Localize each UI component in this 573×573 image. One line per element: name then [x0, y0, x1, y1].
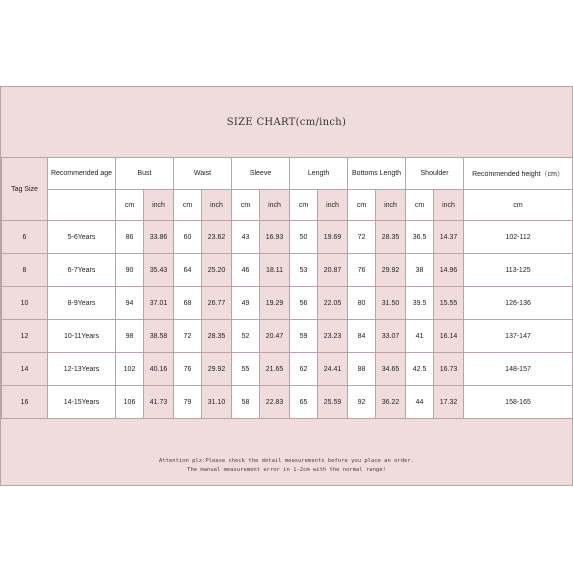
age-cell: 8-9Years: [48, 287, 116, 320]
waist-cm-cell: 68: [174, 287, 202, 320]
length-inch-cell: 20.87: [318, 254, 348, 287]
unit-cm: cm: [174, 190, 202, 221]
waist-cm-cell: 79: [174, 386, 202, 419]
header-recommended-height: Recommended height（cm）: [464, 158, 573, 190]
unit-cm: cm: [116, 190, 144, 221]
age-cell: 5-6Years: [48, 221, 116, 254]
waist-inch-cell: 31.10: [202, 386, 232, 419]
note-line-2: The manual measurement error in 1-2cm with the normal range!: [187, 467, 386, 473]
shoulder-cm-cell: 38: [406, 254, 434, 287]
bust-inch-cell: 40.16: [144, 353, 174, 386]
tag-size-cell: 6: [2, 221, 48, 254]
bust-cm-cell: 98: [116, 320, 144, 353]
waist-cm-cell: 76: [174, 353, 202, 386]
height-cell: 113-125: [464, 254, 573, 287]
table-row: [2, 254, 573, 287]
age-cell: 12-13Years: [48, 353, 116, 386]
unit-inch: inch: [144, 190, 174, 221]
sleeve-cm-cell: 43: [232, 221, 260, 254]
tag-size-cell: 10: [2, 287, 48, 320]
table-row: [2, 386, 573, 419]
length-inch-cell: 25.59: [318, 386, 348, 419]
waist-cm-cell: 60: [174, 221, 202, 254]
bottoms-inch-cell: 28.35: [376, 221, 406, 254]
height-cell: 148-157: [464, 353, 573, 386]
shoulder-cm-cell: 39.5: [406, 287, 434, 320]
bottoms-cm-cell: 72: [348, 221, 376, 254]
header-length: Length: [290, 158, 348, 190]
header-sleeve: Sleeve: [232, 158, 290, 190]
bottoms-inch-cell: 36.22: [376, 386, 406, 419]
header-waist: Waist: [174, 158, 232, 190]
shoulder-inch-cell: 14.37: [434, 221, 464, 254]
length-cm-cell: 53: [290, 254, 318, 287]
sleeve-inch-cell: 16.93: [260, 221, 290, 254]
length-inch-cell: 23.23: [318, 320, 348, 353]
length-cm-cell: 50: [290, 221, 318, 254]
bust-inch-cell: 33.86: [144, 221, 174, 254]
table-row: [2, 320, 573, 353]
bust-inch-cell: 41.73: [144, 386, 174, 419]
bust-cm-cell: 102: [116, 353, 144, 386]
bottoms-inch-cell: 31.50: [376, 287, 406, 320]
note-line-1: Attention plz:Please check the detail measurements before you place an order.: [159, 458, 414, 464]
length-inch-cell: 19.69: [318, 221, 348, 254]
header-row: [2, 158, 573, 190]
size-table: [1, 157, 573, 419]
bottoms-inch-cell: 34.65: [376, 353, 406, 386]
shoulder-inch-cell: 15.55: [434, 287, 464, 320]
waist-inch-cell: 25.20: [202, 254, 232, 287]
unit-row: [2, 190, 573, 221]
length-cm-cell: 56: [290, 287, 318, 320]
waist-inch-cell: 23.62: [202, 221, 232, 254]
unit-cm: cm: [406, 190, 434, 221]
shoulder-cm-cell: 44: [406, 386, 434, 419]
bust-cm-cell: 90: [116, 254, 144, 287]
age-cell: 6-7Years: [48, 254, 116, 287]
unit-inch: inch: [202, 190, 232, 221]
chart-title: SIZE CHART(cm/inch): [226, 116, 347, 128]
waist-inch-cell: 26.77: [202, 287, 232, 320]
bust-inch-cell: 35.43: [144, 254, 174, 287]
sleeve-cm-cell: 55: [232, 353, 260, 386]
length-cm-cell: 59: [290, 320, 318, 353]
height-cell: 158-165: [464, 386, 573, 419]
bust-cm-cell: 106: [116, 386, 144, 419]
unit-cm: cm: [348, 190, 376, 221]
header-tag-size: Tag Size: [2, 158, 48, 221]
sleeve-cm-cell: 49: [232, 287, 260, 320]
shoulder-cm-cell: 36.5: [406, 221, 434, 254]
waist-inch-cell: 28.35: [202, 320, 232, 353]
height-cell: 102-112: [464, 221, 573, 254]
length-inch-cell: 24.41: [318, 353, 348, 386]
unit-inch: inch: [376, 190, 406, 221]
tag-size-cell: 14: [2, 353, 48, 386]
shoulder-inch-cell: 16.14: [434, 320, 464, 353]
waist-cm-cell: 72: [174, 320, 202, 353]
bottoms-cm-cell: 92: [348, 386, 376, 419]
unit-cm: cm: [290, 190, 318, 221]
sleeve-cm-cell: 52: [232, 320, 260, 353]
sleeve-cm-cell: 58: [232, 386, 260, 419]
waist-inch-cell: 29.92: [202, 353, 232, 386]
waist-cm-cell: 64: [174, 254, 202, 287]
bust-inch-cell: 37.01: [144, 287, 174, 320]
sleeve-inch-cell: 18.11: [260, 254, 290, 287]
unit-inch: inch: [260, 190, 290, 221]
age-cell: 10-11Years: [48, 320, 116, 353]
unit-cm: cm: [232, 190, 260, 221]
header-bust: Bust: [116, 158, 174, 190]
table-row: [2, 353, 573, 386]
unit-height-cm: cm: [464, 190, 573, 221]
bottoms-inch-cell: 33.07: [376, 320, 406, 353]
shoulder-inch-cell: 17.32: [434, 386, 464, 419]
age-cell: 14-15Years: [48, 386, 116, 419]
bottoms-inch-cell: 29.92: [376, 254, 406, 287]
shoulder-cm-cell: 42.5: [406, 353, 434, 386]
shoulder-cm-cell: 41: [406, 320, 434, 353]
table-row: [2, 287, 573, 320]
length-inch-cell: 22.05: [318, 287, 348, 320]
unit-age-blank: [48, 190, 116, 221]
sleeve-cm-cell: 46: [232, 254, 260, 287]
shoulder-inch-cell: 16.73: [434, 353, 464, 386]
bottoms-cm-cell: 84: [348, 320, 376, 353]
unit-inch: inch: [318, 190, 348, 221]
height-cell: 126-136: [464, 287, 573, 320]
bottoms-cm-cell: 80: [348, 287, 376, 320]
sleeve-inch-cell: 21.65: [260, 353, 290, 386]
tag-size-cell: 16: [2, 386, 48, 419]
shoulder-inch-cell: 14.96: [434, 254, 464, 287]
tag-size-cell: 12: [2, 320, 48, 353]
bottoms-cm-cell: 88: [348, 353, 376, 386]
bottoms-cm-cell: 76: [348, 254, 376, 287]
length-cm-cell: 62: [290, 353, 318, 386]
bust-cm-cell: 86: [116, 221, 144, 254]
tag-size-cell: 8: [2, 254, 48, 287]
sleeve-inch-cell: 20.47: [260, 320, 290, 353]
unit-inch: inch: [434, 190, 464, 221]
header-bottoms-length: Bottoms Length: [348, 158, 406, 190]
bust-inch-cell: 38.58: [144, 320, 174, 353]
attention-note: [1, 447, 572, 485]
height-cell: 137-147: [464, 320, 573, 353]
length-cm-cell: 65: [290, 386, 318, 419]
header-shoulder: Shoulder: [406, 158, 464, 190]
size-chart: [0, 86, 573, 486]
bust-cm-cell: 94: [116, 287, 144, 320]
sleeve-inch-cell: 19.29: [260, 287, 290, 320]
header-recommended-age: Recommended age: [48, 158, 116, 190]
sleeve-inch-cell: 22.83: [260, 386, 290, 419]
table-row: [2, 221, 573, 254]
